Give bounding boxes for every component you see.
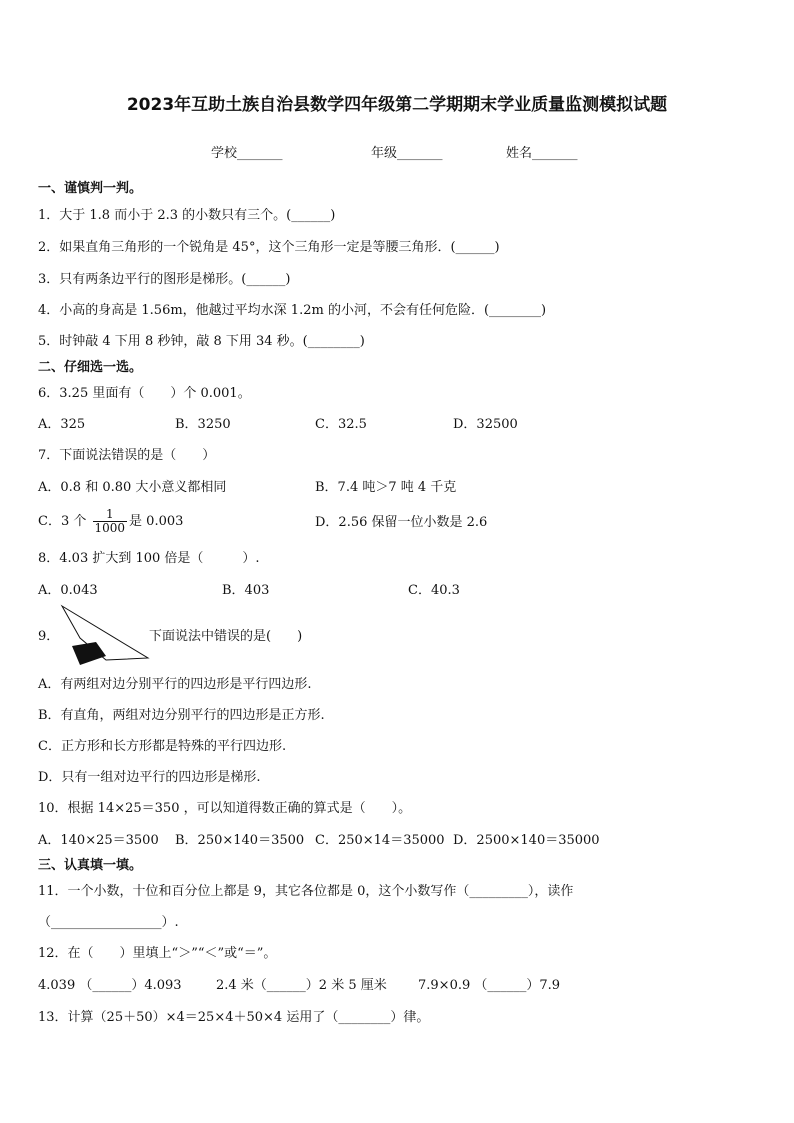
grade-field[interactable]: 年级_______ — [371, 146, 443, 161]
q7-option-c — [38, 508, 183, 536]
question-5: 5．时钟敲 4 下用 8 秒钟，敲 8 下用 34 秒。(________) — [38, 334, 365, 349]
fraction-numerator: 1 — [105, 507, 114, 521]
question-1: 1．大于 1.8 而小于 2.3 的小数只有三个。(______) — [38, 208, 336, 223]
name-field[interactable]: 姓名_______ — [506, 146, 578, 161]
question-3: 3．只有两条边平行的图形是梯形。(______) — [38, 272, 291, 287]
set-square-figure — [60, 604, 152, 668]
q8-option-c: C．40.3 — [408, 583, 460, 598]
school-field[interactable]: 学校_______ — [211, 146, 283, 161]
q6-option-b: B．3250 — [175, 417, 231, 432]
question-8: 8．4.03 扩大到 100 倍是（ ）. — [38, 551, 260, 566]
q12-item-1: 4.039 （______）4.093 — [38, 978, 182, 993]
q8-option-a: A．0.043 — [38, 583, 98, 598]
question-11: 11．一个小数，十位和百分位上都是 9，其它各位都是 0，这个小数写作（_________），读作 — [38, 884, 574, 899]
q6-option-c: C．32.5 — [315, 417, 367, 432]
question-9: 下面说法中错误的是( ) — [149, 629, 303, 644]
q9-option-a: A．有两组对边分别平行的四边形是平行四边形. — [38, 677, 312, 692]
q7-option-d: D．2.56 保留一位小数是 2.6 — [315, 515, 488, 530]
q9-option-b: B．有直角，两组对边分别平行的四边形是正方形. — [38, 708, 325, 723]
question-2: 2．如果直角三角形的一个锐角是 45°，这个三角形一定是等腰三角形．(______) — [38, 240, 500, 255]
q9-option-c: C．正方形和长方形都是特殊的平行四边形. — [38, 739, 287, 754]
question-11-cont: （_________________）. — [38, 915, 179, 930]
question-12: 12．在（ ）里填上“＞”“＜”或“＝”。 — [38, 946, 277, 961]
section-3-heading: 三、认真填一填。 — [38, 858, 143, 873]
q10-option-d: D．2500×140＝35000 — [453, 833, 600, 848]
question-4: 4．小高的身高是 1.56m，他越过平均水深 1.2m 的小河，不会有任何危险．(________) — [38, 303, 547, 318]
question-6: 6．3.25 里面有（ ）个 0.001。 — [38, 386, 251, 401]
q10-option-a: A．140×25＝3500 — [38, 833, 159, 848]
q7-option-c-prefix: C．3 个 — [38, 514, 87, 529]
q12-item-2: 2.4 米（______）2 米 5 厘米 — [216, 978, 387, 993]
q10-option-c: C．250×14＝35000 — [315, 833, 445, 848]
q6-option-d: D．32500 — [453, 417, 518, 432]
question-10: 10．根据 14×25＝350 ，可以知道得数正确的算式是（ ）。 — [38, 801, 412, 816]
dark-shape — [72, 642, 106, 665]
question-9-number: 9． — [38, 629, 60, 644]
page-title: 2023年互助土族自治县数学四年级第二学期期末学业质量监测模拟试题 — [126, 95, 668, 115]
q8-option-b: B．403 — [222, 583, 270, 598]
section-2-heading: 二、仔细选一选。 — [38, 360, 143, 375]
section-1-heading: 一、谨慎判一判。 — [38, 181, 143, 196]
q10-option-b: B．250×140＝3500 — [175, 833, 305, 848]
question-7: 7．下面说法错误的是（ ） — [38, 448, 216, 463]
fraction — [93, 508, 128, 535]
q7-option-a: A．0.8 和 0.80 大小意义都相同 — [38, 480, 227, 495]
q9-option-d: D．只有一组对边平行的四边形是梯形. — [38, 770, 261, 785]
q7-option-b: B．7.4 吨＞7 吨 4 千克 — [315, 480, 457, 495]
q6-option-a: A．325 — [38, 417, 86, 432]
q12-item-3: 7.9×0.9 （______）7.9 — [418, 978, 561, 993]
question-13: 13．计算（25＋50）×4＝25×4＋50×4 运用了（________）律。 — [38, 1010, 430, 1025]
q7-option-c-suffix: 是 0.003 — [129, 514, 184, 529]
fraction-denominator: 1000 — [94, 521, 126, 535]
